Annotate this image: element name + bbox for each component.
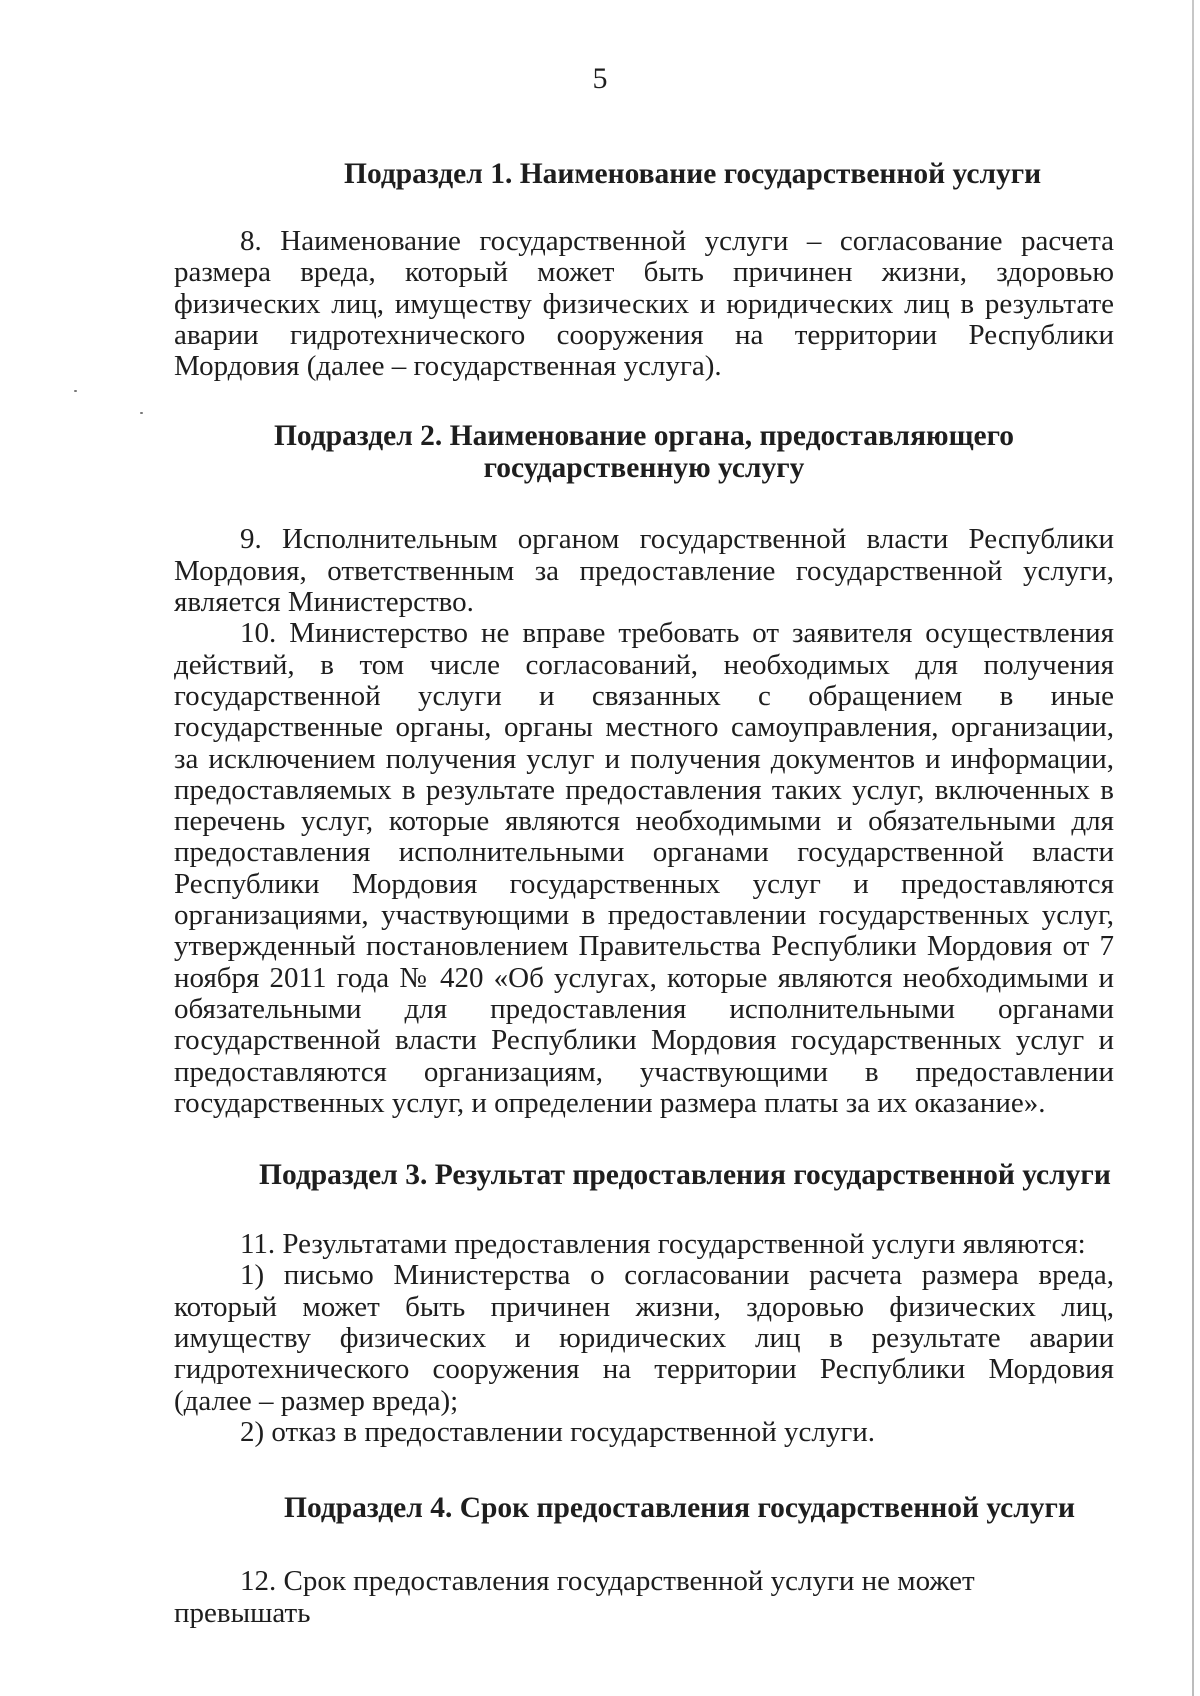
- subsection-1-heading: Подраздел 1. Наименование государственной услуги: [344, 158, 1042, 190]
- paragraph-11-item-2: 2) отказ в предоставлении государственной услуги.: [240, 1415, 876, 1448]
- subsection-2-heading: Подраздел 2. Наименование органа, предоставляющего государственную услугу: [273, 420, 1014, 485]
- paragraph-8: 8. Наименование государственной услуги – согласование расчета размера вреда, который может быть причинен жизни, здоровью физических лиц, имуществу физических и юридических лиц в результате аварии гидротехнического сооружения на территории Республики Мордовия (далее – государственная услуга).: [174, 225, 1114, 383]
- paragraph-10: 10. Министерство не вправе требовать от заявителя осуществления действий, в том числе согласований, необходимых для получения государственной услуги и связанных с обращением в иные государственные органы, органы местного самоуправления, организации, за исключением получения услуг и получения документов и информации, предоставляемых в результате предоставления таких услуг, включенных в перечень услуг, которые являются необходимыми и обязательными для предоставления исполнительными органами государственной власти Республики Мордовия государственных услуг и предоставляются организациями, участвующими в предоставлении государственных услуг, утвержденный постановлением Правительства Республики Мордовия от 7 ноября 2011 года № 420 «Об услугах, которые являются необходимыми и обязательными для предоставления исполнительными органами государственной власти Республики Мордовия государственных услуг и предоставляются организациям, участвующими в предоставлении государственных услуг, и определении размера платы за их оказание».: [174, 617, 1114, 1119]
- document-body: [174, 150, 1114, 1629]
- paragraph-12: 12. Срок предоставления государственной услуги не может превышать: [174, 1565, 975, 1629]
- scan-speck: [140, 412, 143, 414]
- subsection-3-heading: Подраздел 3. Результат предоставления государственной услуги: [259, 1159, 1111, 1192]
- scan-edge-line: [1192, 0, 1194, 1696]
- subsection-4-heading: Подраздел 4. Срок предоставления государственной услуги: [284, 1492, 1075, 1525]
- scan-speck: [74, 390, 77, 392]
- paragraph-9: 9. Исполнительным органом государственной власти Республики Мордовия, ответственным за предоставление государственной услуги, является Министерство.: [174, 523, 1114, 619]
- page-number: 5: [592, 62, 608, 95]
- paragraph-11: 11. Результатами предоставления государственной услуги являются:: [240, 1228, 1086, 1261]
- paragraph-11-item-1: 1) письмо Министерства о согласовании расчета размера вреда, который может быть причинен жизни, здоровью физических лиц, имуществу физических и юридических лиц в результате аварии гидротехнического сооружения на территории Республики Мордовия (далее – размер вреда);: [174, 1259, 1114, 1417]
